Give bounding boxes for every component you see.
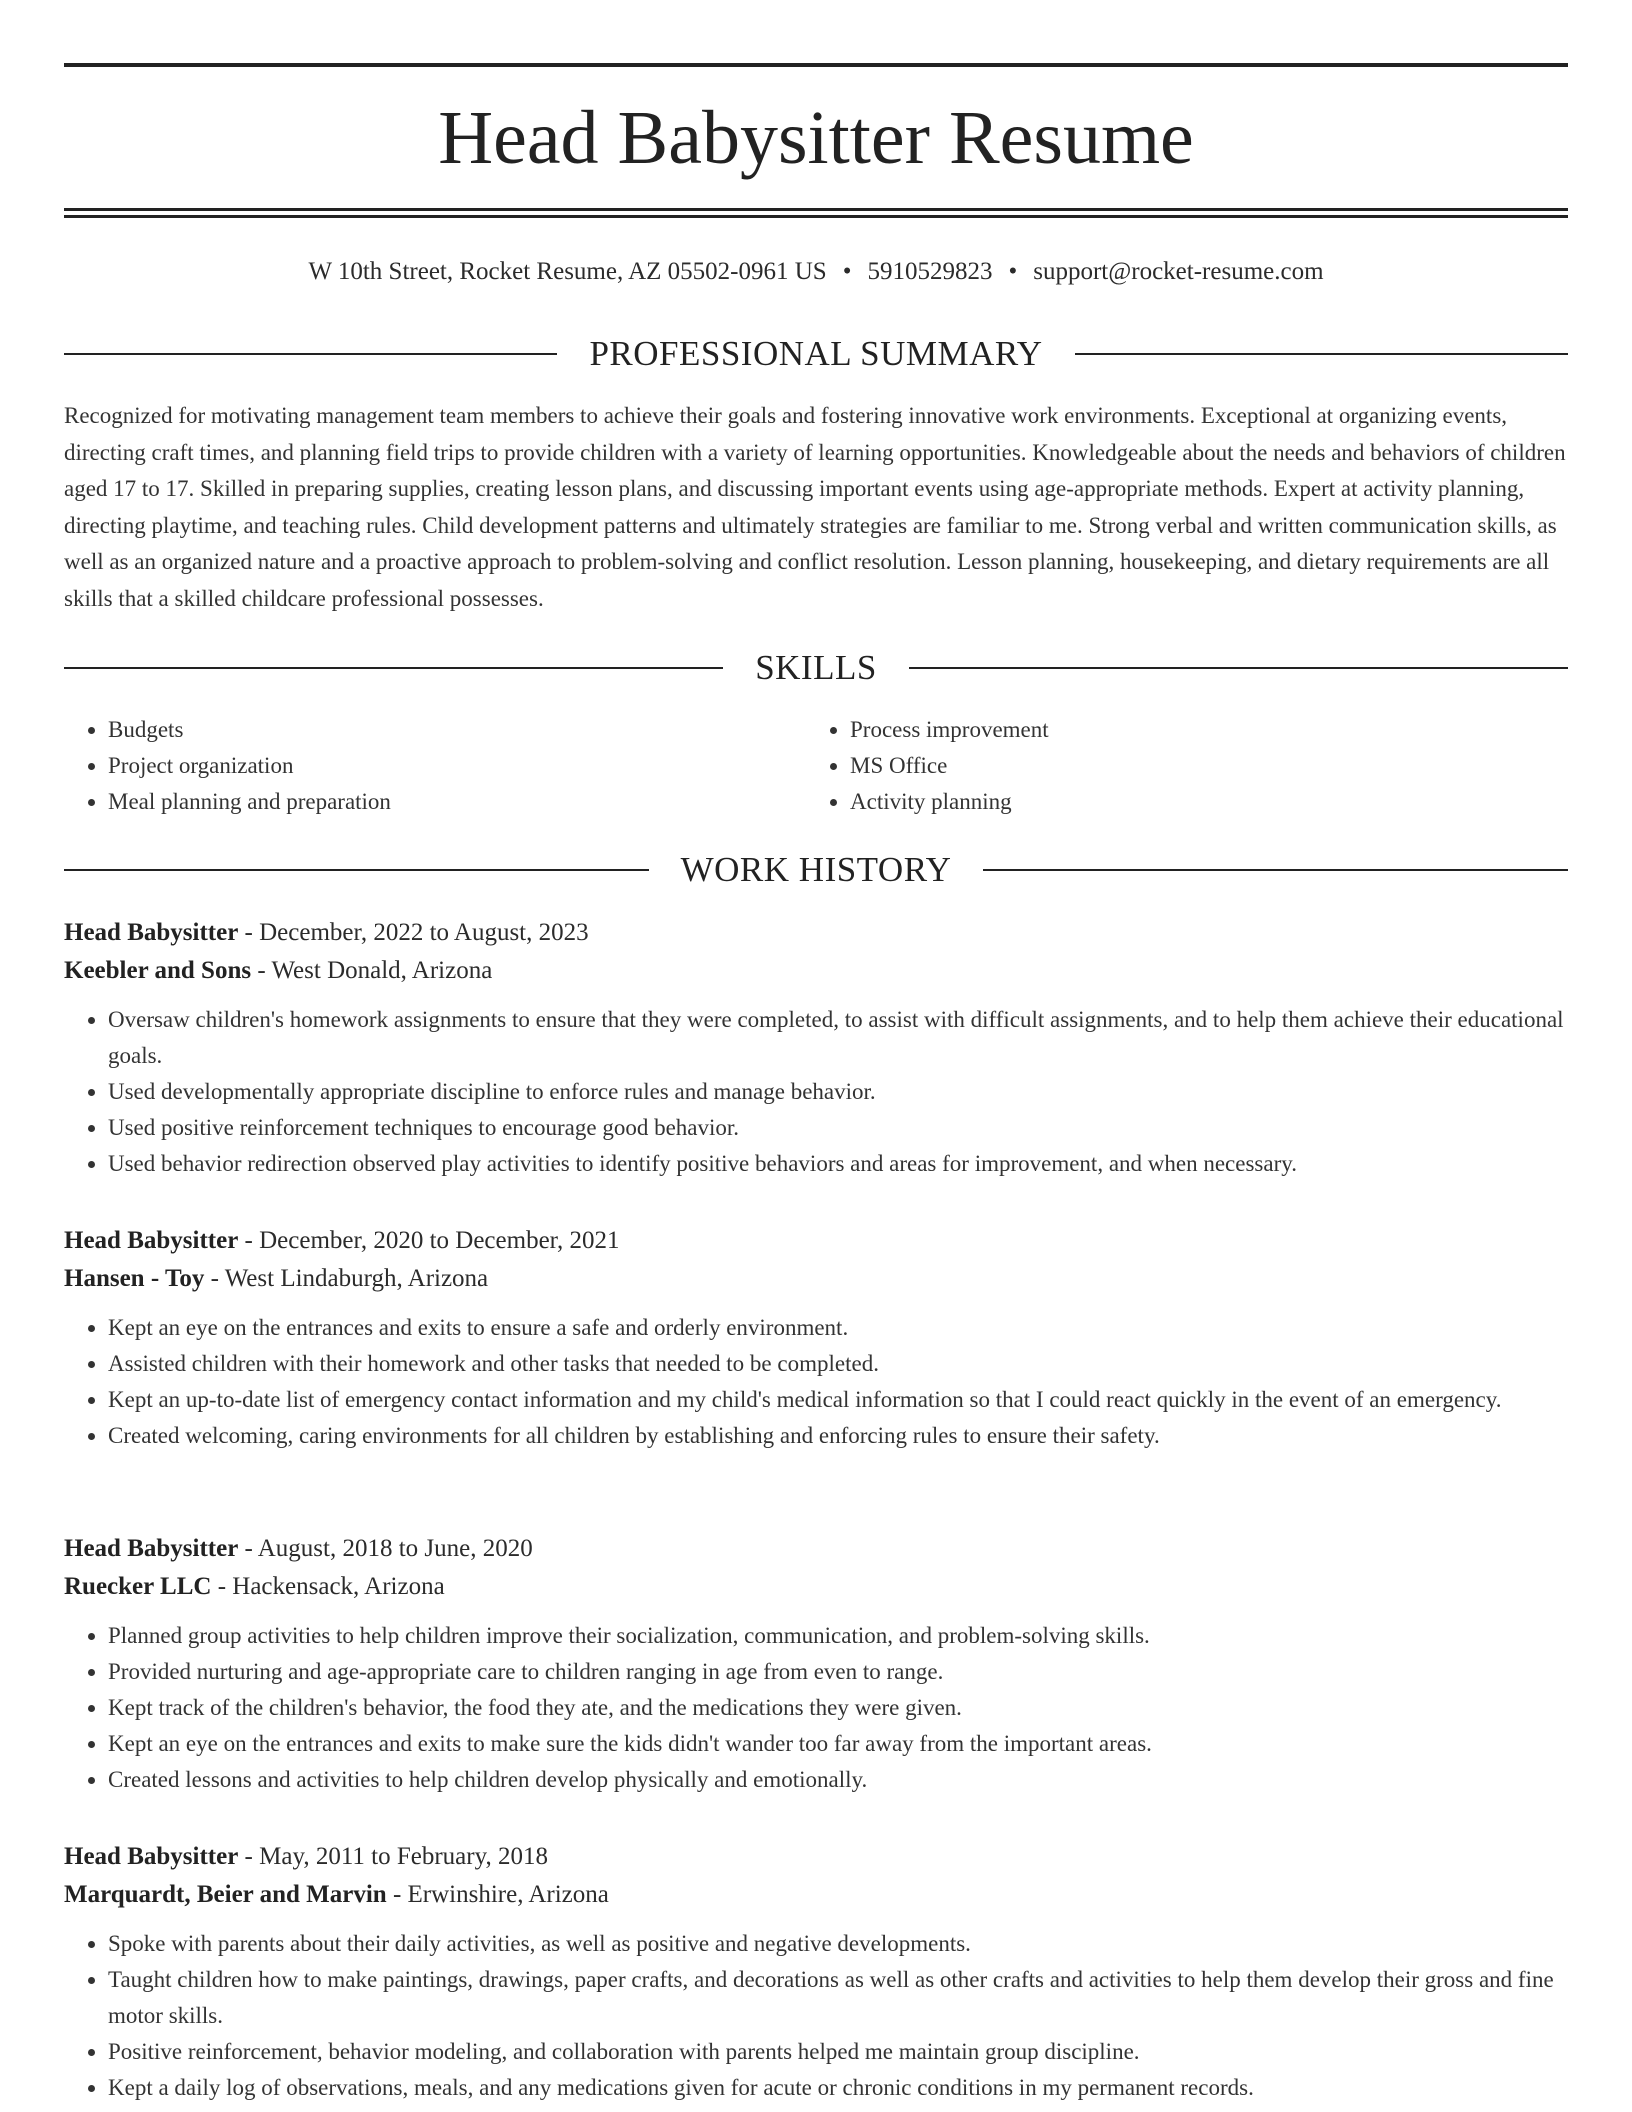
job-entry (64, 1222, 1568, 1454)
section-rule-right (983, 869, 1568, 871)
job-role: Head Babysitter (64, 1227, 239, 1254)
skill-item: • Activity planning (850, 784, 1548, 820)
job-company: Marquardt, Beier and Marvin (64, 1881, 387, 1908)
job-entry (64, 1838, 1568, 2106)
contact-phone: 5910529823 (867, 258, 993, 285)
job-entry (64, 1530, 1568, 1798)
job-bullet: • Kept an up-to-date list of emergency contact information and my child's medical information so that I could react quickly in the event of an emergency. (108, 1382, 1568, 1418)
job-bullet: • Created welcoming, caring environments for all children by establishing and enforcing rules to ensure their safety. (108, 1418, 1568, 1454)
contact-separator: • (842, 258, 852, 285)
job-bullet: • Used behavior redirection observed play activities to identify positive behaviors and areas for improvement, and when necessary. (108, 1146, 1568, 1182)
job-bullet: • Kept an eye on the entrances and exits to make sure the kids didn't wander too far away from the important areas. (108, 1726, 1568, 1762)
job-dates: - May, 2011 to February, 2018 (238, 1843, 548, 1870)
skill-item: • Project organization (108, 748, 806, 784)
section-rule-right (1075, 353, 1568, 355)
job-bullet: • Assisted children with their homework and other tasks that needed to be completed. (108, 1346, 1568, 1382)
job-company-line (64, 1876, 1568, 1914)
job-bullets (64, 1926, 1568, 2106)
summary-text: Recognized for motivating management team members to achieve their goals and fostering innovative work environments. Exceptional at organizing events, directing craft times, and planning field trips to provide children with a variety of learning opportunities. Knowledgeable about the needs and behaviors of children aged 17 to 17. Skilled in preparing supplies, creating lesson plans, and discussing important events using age-appropriate methods. Expert at activity planning, directing playtime, and teaching rules. Child development patterns and ultimately strategies are familiar to me. Strong verbal and written communication skills, as well as an organized nature and a proactive approach to problem-solving and conflict resolution. Lesson planning, housekeeping, and dietary requirements are all skills that a skilled childcare professional possesses. (64, 403, 1566, 611)
job-title-line (64, 1222, 1568, 1260)
job-role: Head Babysitter (64, 919, 239, 946)
job-bullet: • Planned group activities to help children improve their socialization, communication, and problem-solving skills. (108, 1618, 1568, 1654)
contact-address: W 10th Street, Rocket Resume, AZ 05502-0961 US (308, 258, 827, 285)
job-bullets (64, 1618, 1568, 1798)
skill-item: • Process improvement (850, 712, 1548, 748)
job-title-line (64, 914, 1568, 952)
job-title-line (64, 1530, 1568, 1568)
job-bullet: • Kept a daily log of observations, meals, and any medications given for acute or chronic conditions in my permanent records. (108, 2070, 1568, 2106)
job-role: Head Babysitter (64, 1535, 239, 1562)
job-bullet: • Taught children how to make paintings, drawings, paper crafts, and decorations as well as other crafts and activities to help them develop their gross and fine motor skills. (108, 1962, 1568, 2034)
job-bullet: • Used positive reinforcement techniques to encourage good behavior. (108, 1110, 1568, 1146)
job-company-line (64, 1260, 1568, 1298)
section-header-summary (64, 332, 1568, 376)
job-bullet: • Spoke with parents about their daily activities, as well as positive and negative developments. (108, 1926, 1568, 1962)
header-double-rule (64, 208, 1568, 218)
job-entry (64, 914, 1568, 1182)
job-bullet: • Oversaw children's homework assignments to ensure that they were completed, to assist with difficult assignments, and to help them achieve their educational goals. (108, 1002, 1568, 1074)
job-dates: - August, 2018 to June, 2020 (238, 1535, 533, 1562)
job-title-line (64, 1838, 1568, 1876)
job-company-line (64, 1568, 1568, 1606)
skills-column-right (806, 712, 1548, 820)
skill-item: • Meal planning and preparation (108, 784, 806, 820)
section-title-work-history: WORK HISTORY (680, 850, 952, 889)
job-bullet: • Created lessons and activities to help children develop physically and emotionally. (108, 1762, 1568, 1798)
section-title-summary: PROFESSIONAL SUMMARY (589, 334, 1043, 373)
section-rule-left (64, 667, 723, 669)
section-header-work-history (64, 848, 1568, 892)
section-rule-left (64, 869, 649, 871)
job-company: Hansen - Toy (64, 1265, 205, 1292)
skill-item: • MS Office (850, 748, 1548, 784)
job-bullets (64, 1310, 1568, 1454)
section-title-skills: SKILLS (755, 648, 877, 687)
job-bullet: • Positive reinforcement, behavior modeling, and collaboration with parents helped me maintain group discipline. (108, 2034, 1568, 2070)
job-bullet: • Kept track of the children's behavior, the food they ate, and the medications they were given. (108, 1690, 1568, 1726)
resume-title: Head Babysitter Resume (438, 96, 1194, 180)
contact-separator: • (1008, 258, 1018, 285)
job-company: Ruecker LLC (64, 1573, 212, 1600)
job-company-line (64, 952, 1568, 990)
section-header-skills (64, 646, 1568, 690)
job-location: - Hackensack, Arizona (211, 1573, 445, 1600)
header-top-rule (64, 63, 1568, 67)
job-location: - Erwinshire, Arizona (386, 1881, 609, 1908)
contact-line (64, 254, 1568, 290)
job-bullets (64, 1002, 1568, 1182)
job-location: - West Lindaburgh, Arizona (204, 1265, 489, 1292)
job-dates: - December, 2020 to December, 2021 (238, 1227, 620, 1254)
job-company: Keebler and Sons (64, 957, 252, 984)
job-bullet: • Kept an eye on the entrances and exits to ensure a safe and orderly environment. (108, 1310, 1568, 1346)
section-rule-right (909, 667, 1568, 669)
job-bullet: • Used developmentally appropriate discipline to enforce rules and manage behavior. (108, 1074, 1568, 1110)
job-dates: - December, 2022 to August, 2023 (238, 919, 589, 946)
skill-item: • Budgets (108, 712, 806, 748)
contact-email: support@rocket-resume.com (1033, 258, 1324, 285)
section-rule-left (64, 353, 557, 355)
skills-column-left (64, 712, 806, 820)
skills-list (64, 712, 1568, 820)
job-role: Head Babysitter (64, 1843, 239, 1870)
job-location: - West Donald, Arizona (251, 957, 493, 984)
job-bullet: • Provided nurturing and age-appropriate care to children ranging in age from even to range. (108, 1654, 1568, 1690)
